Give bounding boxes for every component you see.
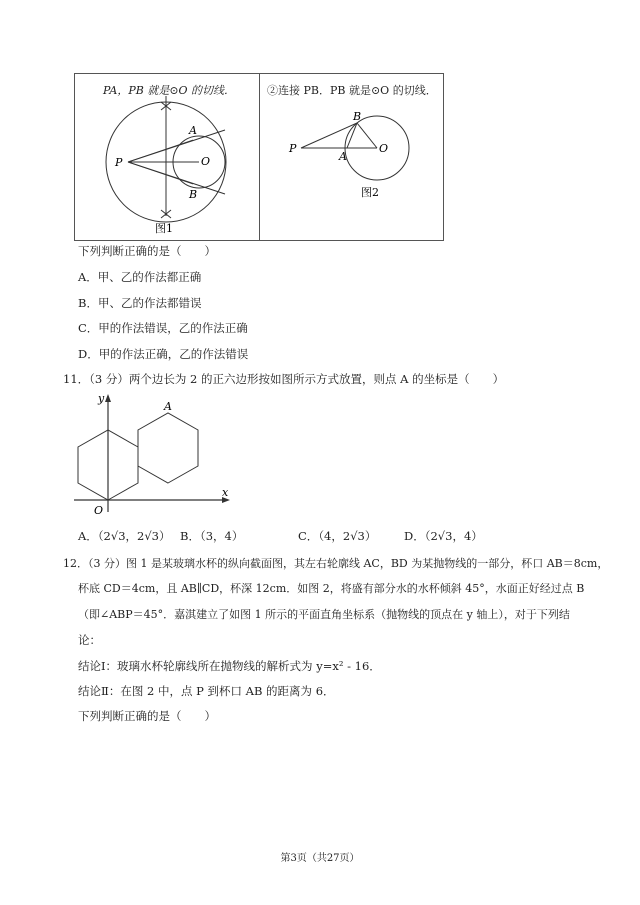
q10-option-c: C．甲的作法错误，乙的作法正确 <box>78 321 248 335</box>
q11-hexagon-graph <box>66 392 236 522</box>
q11-stem: 11．（3 分）两个边长为 2 的正六边形按如图所示方式放置，则点 A 的坐标是（ ） <box>63 372 505 386</box>
fig2-point-p: P <box>289 142 297 155</box>
fig1-point-a: A <box>189 124 197 137</box>
q12-line-4: 论： <box>78 633 101 647</box>
q11-option-d: D．（2√3，4） <box>404 529 483 543</box>
fig2-point-o: O <box>379 142 389 155</box>
figure-2-tangent-construction <box>259 74 443 240</box>
q11-point-a-label: A <box>164 400 172 413</box>
fig1-point-p: P <box>115 156 123 169</box>
page-footer: 第3页（共27页） <box>280 853 360 864</box>
fig2-point-b: B <box>353 110 362 123</box>
q11-option-b: B．（3，4） <box>180 529 244 543</box>
fig2-point-a: A <box>339 150 347 163</box>
q12-prompt: 下列判断正确的是（ ） <box>78 709 216 723</box>
figure-table <box>74 73 444 241</box>
q10-option-b: B．甲、乙的作法都错误 <box>78 296 202 310</box>
left-caption: PA，PB 就是⊙O 的切线． <box>103 84 236 97</box>
q12-conclusion-2: 结论Ⅱ：在图 2 中，点 P 到杯口 AB 的距离为 6． <box>78 684 335 698</box>
right-caption: ②连接 PB．PB 就是⊙O 的切线． <box>267 84 437 97</box>
q11-y-axis-label: y <box>98 392 105 405</box>
fig1-point-o: O <box>201 155 211 168</box>
q12-line-2: 杯底 CD＝4cm，且 AB∥CD，杯深 12cm．如图 2，将盛有部分水的水杯倾斜 45°，水面正好经过点 B <box>78 582 585 595</box>
q11-option-c: C．（4，2√3） <box>298 529 377 543</box>
fig2-label: 图2 <box>361 186 379 199</box>
fig1-label: 图1 <box>155 222 173 235</box>
figure-1-tangent-construction <box>75 74 259 240</box>
q12-conclusion-1: 结论Ⅰ：玻璃水杯轮廓线所在抛物线的解析式为 y=x² - 16． <box>78 659 381 673</box>
q10-prompt: 下列判断正确的是（ ） <box>78 244 216 258</box>
q11-origin-label: O <box>94 504 104 517</box>
q10-option-a: A．甲、乙的作法都正确 <box>78 270 202 284</box>
q10-option-d: D．甲的作法正确，乙的作法错误 <box>78 347 249 361</box>
q12-line-1: 12．（3 分）图 1 是某玻璃水杯的纵向截面图，其左右轮廓线 AC，BD 为某抛物线的一部分，杯口 AB＝8cm， <box>63 557 609 570</box>
q11-x-axis-label: x <box>222 486 229 499</box>
q11-option-a: A．（2√3，2√3） <box>78 529 171 543</box>
q12-line-3: （即∠ABP＝45°．嘉淇建立了如图 1 所示的平面直角坐标系（抛物线的顶点在 y 轴上），对于下列结 <box>78 608 570 621</box>
fig1-point-b: B <box>189 188 198 201</box>
